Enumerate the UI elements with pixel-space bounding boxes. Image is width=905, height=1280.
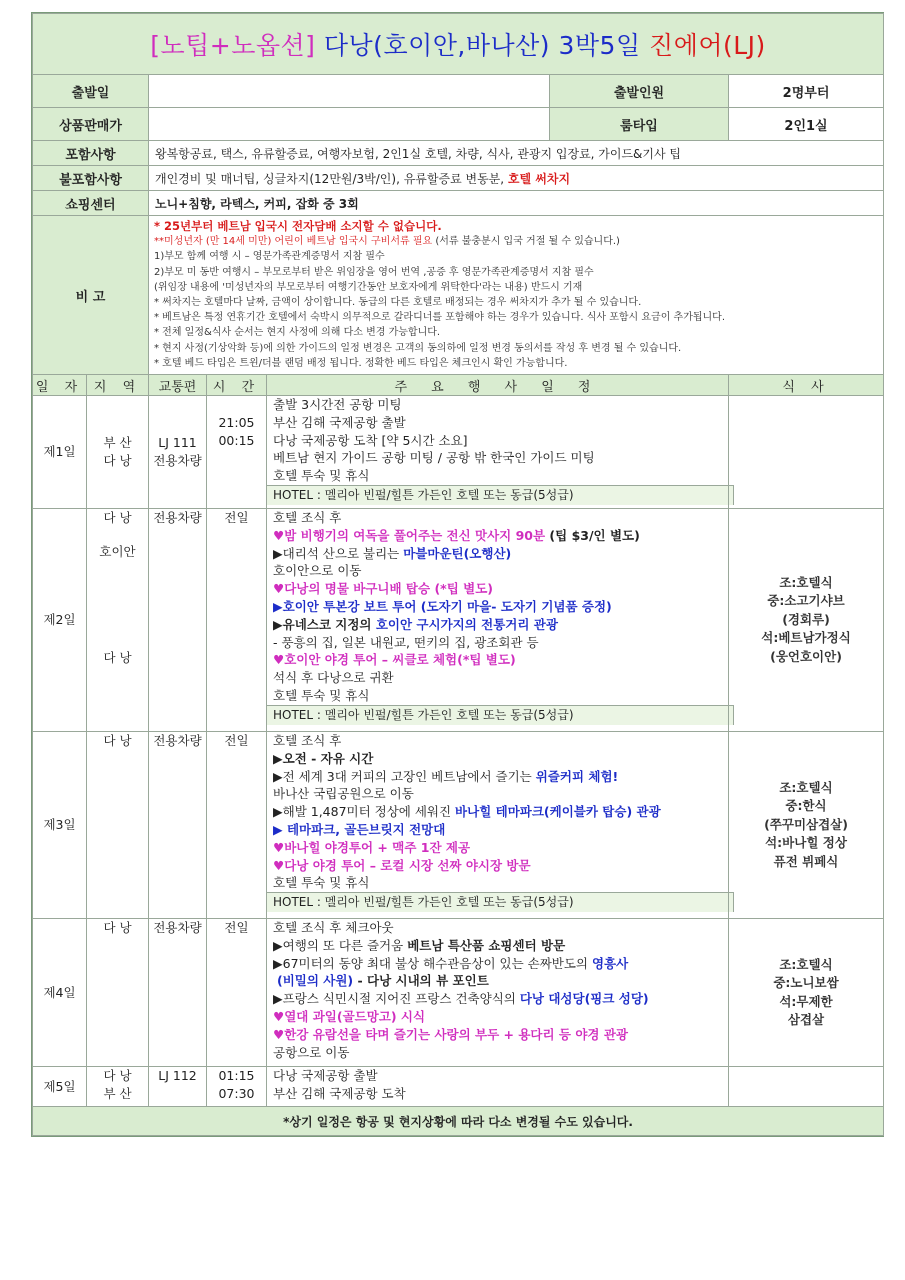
day-transport: LJ 112 xyxy=(149,1067,207,1107)
itinerary-sheet xyxy=(31,12,884,1137)
shopping-label: 쇼핑센터 xyxy=(33,191,149,216)
day-region: 다 낭 부 산 xyxy=(87,1067,149,1107)
day-meal: 조:호텔식 중:소고기샤브 (경회루) 석:베트남가정식 (웅언호이안) xyxy=(729,509,884,732)
day-label: 제2일 xyxy=(33,509,87,732)
day-region: 부 산 다 낭 xyxy=(87,396,149,509)
day-schedule: 출발 3시간전 공항 미팅 부산 김해 국제공항 출발 다낭 국제공항 도착 [약 5시간 소요] 베트남 현지 가이드 공항 미팅 / 공항 밖 한국인 가이드 미팅 호텔 투숙 및 휴식 HOTEL : 멜리아 빈펄/힐튼 가든인 호텔 또는 동급(5성급) xyxy=(267,396,729,509)
excluded-surcharge: 호텔 써차지 xyxy=(507,171,571,186)
note-line: 2)부모 미 동반 여행시 – 부모로부터 받은 위임장을 영어 번역 ,공증 후 영문가족관계증명서 지참 필수 xyxy=(154,266,594,278)
note-line: 1)부모 함께 여행 시 – 영문가족관계증명서 지참 필수 xyxy=(154,251,385,263)
hotel-line: HOTEL : 멜리아 빈펄/힐튼 가든인 호텔 또는 동급(5성급) xyxy=(267,485,734,505)
col-region: 지 역 xyxy=(87,375,149,396)
departure-label: 출발일 xyxy=(33,75,149,108)
day-time: 01:15 07:30 xyxy=(207,1067,267,1107)
day-transport: 전용차량 xyxy=(149,509,207,732)
day-schedule: 다낭 국제공항 출발 부산 김해 국제공항 도착 xyxy=(267,1067,729,1107)
day-meal xyxy=(729,1067,884,1107)
notes-block xyxy=(149,216,884,375)
day-label: 제5일 xyxy=(33,1067,87,1107)
hotel-line: HOTEL : 멜리아 빈펄/힐튼 가든인 호텔 또는 동급(5성급) xyxy=(267,705,734,725)
day-region: 다 낭 xyxy=(87,919,149,1067)
note-line: (위임장 내용에 '미성년자의 부모로부터 여행기간동안 보호자에게 위탁한다'라는 내용) 반드시 기재 xyxy=(154,281,583,293)
day-label: 제1일 xyxy=(33,396,87,509)
shopping-value: 노니+침향, 라텍스, 커피, 잡화 중 3회 xyxy=(149,191,884,216)
day-schedule: 호텔 조식 후 체크아웃 ▶여행의 또 다른 즐거움 베트남 특산품 쇼핑센터 방문 ▶67미터의 동양 최대 불상 해수관음상이 있는 손짜반도의 영흥사 (비밀의 사원) - 다낭 시내의 뷰 포인트 ▶프랑스 식민시절 지어진 프랑스 건축양식의 다낭 대성당(핑크 성당) ♥열대 과일(골드망고) 시식 ♥한강 유람선을 타며 즐기는 사랑의 부두 + 용다리 등 야경 관광 공항으로 이동 xyxy=(267,919,729,1067)
included-label: 포함사항 xyxy=(33,141,149,166)
note-line: * 베트남은 특정 연휴기간 호텔에서 숙박시 의무적으로 갈라디너를 포함해야 하는 경우가 있습니다. 식사 포함시 요금이 추가됩니다. xyxy=(154,312,726,324)
col-schedule: 주 요 행 사 일 정 xyxy=(267,375,729,396)
day-label: 제3일 xyxy=(33,732,87,919)
note-line: * 써차지는 호텔마다 날짜, 금액이 상이합니다. 동급의 다른 호텔로 배정되는 경우 써차지가 추가 될 수 있습니다. xyxy=(154,297,642,309)
notes-label: 비 고 xyxy=(33,216,149,375)
hotel-line: HOTEL : 멜리아 빈펄/힐튼 가든인 호텔 또는 동급(5성급) xyxy=(267,892,734,912)
seller-value xyxy=(149,108,550,141)
day-transport: 전용차량 xyxy=(149,919,207,1067)
col-time: 시 간 xyxy=(207,375,267,396)
note-line: **미성년자 (만 14세 미만) 어린이 베트남 입국시 구비서류 필요 (서류 불충분시 입국 거절 될 수 있습니다.) xyxy=(154,236,620,248)
note-line: * 25년부터 베트남 입국시 전자담배 소지할 수 없습니다. xyxy=(154,219,442,233)
day-transport: LJ 111 전용차량 xyxy=(149,396,207,509)
day-meal: 조:호텔식 중:노니보쌈 석:무제한 삼겹살 xyxy=(729,919,884,1067)
day-time: 전일 xyxy=(207,919,267,1067)
day-label: 제4일 xyxy=(33,919,87,1067)
col-transport: 교통편 xyxy=(149,375,207,396)
day-time: 21:05 00:15 xyxy=(207,396,267,509)
room-value: 2인1실 xyxy=(729,108,884,141)
excluded-value: 개인경비 및 매너팁, 싱글차지(12만원/3박/인), 유류할증료 변동분, xyxy=(155,171,508,186)
room-label: 룸타입 xyxy=(550,108,729,141)
day-schedule: 호텔 조식 후 ♥밤 비행기의 여독을 풀어주는 전신 맛사지 90분 (팁 $3/인 별도) ▶대리석 산으로 불리는 마블마운틴(오행산) 호이안으로 이동 ♥다낭의 명물 바구니배 탑승 (*팁 별도) ▶호이안 투본강 보트 투어 (도자기 마을- 도자기 기념품 증정) ▶유네스코 지정의 호이안 구시가지의 전통거리 관광 - 풍흥의 집, 일본 내원교, 떤키의 집, 광조회관 등 ♥호이안 야경 투어 – 씨클로 체험(*팁 별도) 석식 후 다낭으로 귀환 호텔 투숙 및 휴식 HOTEL : 멜리아 빈펄/힐튼 가든인 호텔 또는 동급(5성급) xyxy=(267,509,729,732)
seller-label: 상품판매가 xyxy=(33,108,149,141)
day-time: 전일 xyxy=(207,509,267,732)
people-value: 2명부터 xyxy=(729,75,884,108)
day-meal: 조:호텔식 중:한식 (쭈꾸미삼겹살) 석:바나힐 정상 퓨전 뷔페식 xyxy=(729,732,884,919)
included-value: 왕복항공료, 택스, 유류할증료, 여행자보험, 2인1실 호텔, 차량, 식사, 관광지 입장료, 가이드&기사 팁 xyxy=(149,141,884,166)
itinerary-table xyxy=(32,13,884,1136)
day-time: 전일 xyxy=(207,732,267,919)
day-region: 다 낭 xyxy=(87,732,149,919)
excluded-cell xyxy=(149,166,884,191)
day-region: 다 낭 호이안 다 낭 xyxy=(87,509,149,732)
people-label: 출발인원 xyxy=(550,75,729,108)
title-route: 다낭(호이안,바나산) 3박5일 xyxy=(315,31,650,60)
day-transport: 전용차량 xyxy=(149,732,207,919)
day-schedule: 호텔 조식 후 ▶오전 - 자유 시간 ▶전 세계 3대 커피의 고장인 베트남에서 즐기는 위즐커피 체험! 바나산 국립공원으로 이동 ▶해발 1,487미터 정상에 세워진 바나힐 테마파크(케이블카 탑승) 관광 ▶ 테마파크, 골든브릿지 전망대 ♥바나힐 야경투어 + 맥주 1잔 제공 ♥다낭 야경 투어 – 로컬 시장 선짜 야시장 방문 호텔 투숙 및 휴식 HOTEL : 멜리아 빈펄/힐튼 가든인 호텔 또는 동급(5성급) xyxy=(267,732,729,919)
title-airline: 진에어(LJ) xyxy=(649,31,766,60)
note-line: * 현지 사정(기상악화 등)에 의한 가이드의 일정 변경은 고객의 동의하에 일정 변경 동의서를 작성 후 변경 될 수 있습니다. xyxy=(154,342,682,354)
page-title xyxy=(33,14,884,75)
col-meal: 식 사 xyxy=(729,375,884,396)
footer-note: *상기 일정은 항공 및 현지상황에 따라 다소 변경될 수도 있습니다. xyxy=(33,1107,884,1136)
day-meal xyxy=(729,396,884,509)
title-no-tip: [노팁+노옵션] xyxy=(150,31,316,60)
note-line: * 전체 일정&식사 순서는 현지 사정에 의해 다소 변경 가능합니다. xyxy=(154,327,441,339)
col-date: 일 자 xyxy=(33,375,87,396)
departure-value xyxy=(149,75,550,108)
note-line: * 호텔 베드 타입은 트윈/더블 랜덤 배정 됩니다. 정확한 베드 타입은 체크인시 확인 가능합니다. xyxy=(154,357,568,369)
excluded-label: 불포함사항 xyxy=(33,166,149,191)
